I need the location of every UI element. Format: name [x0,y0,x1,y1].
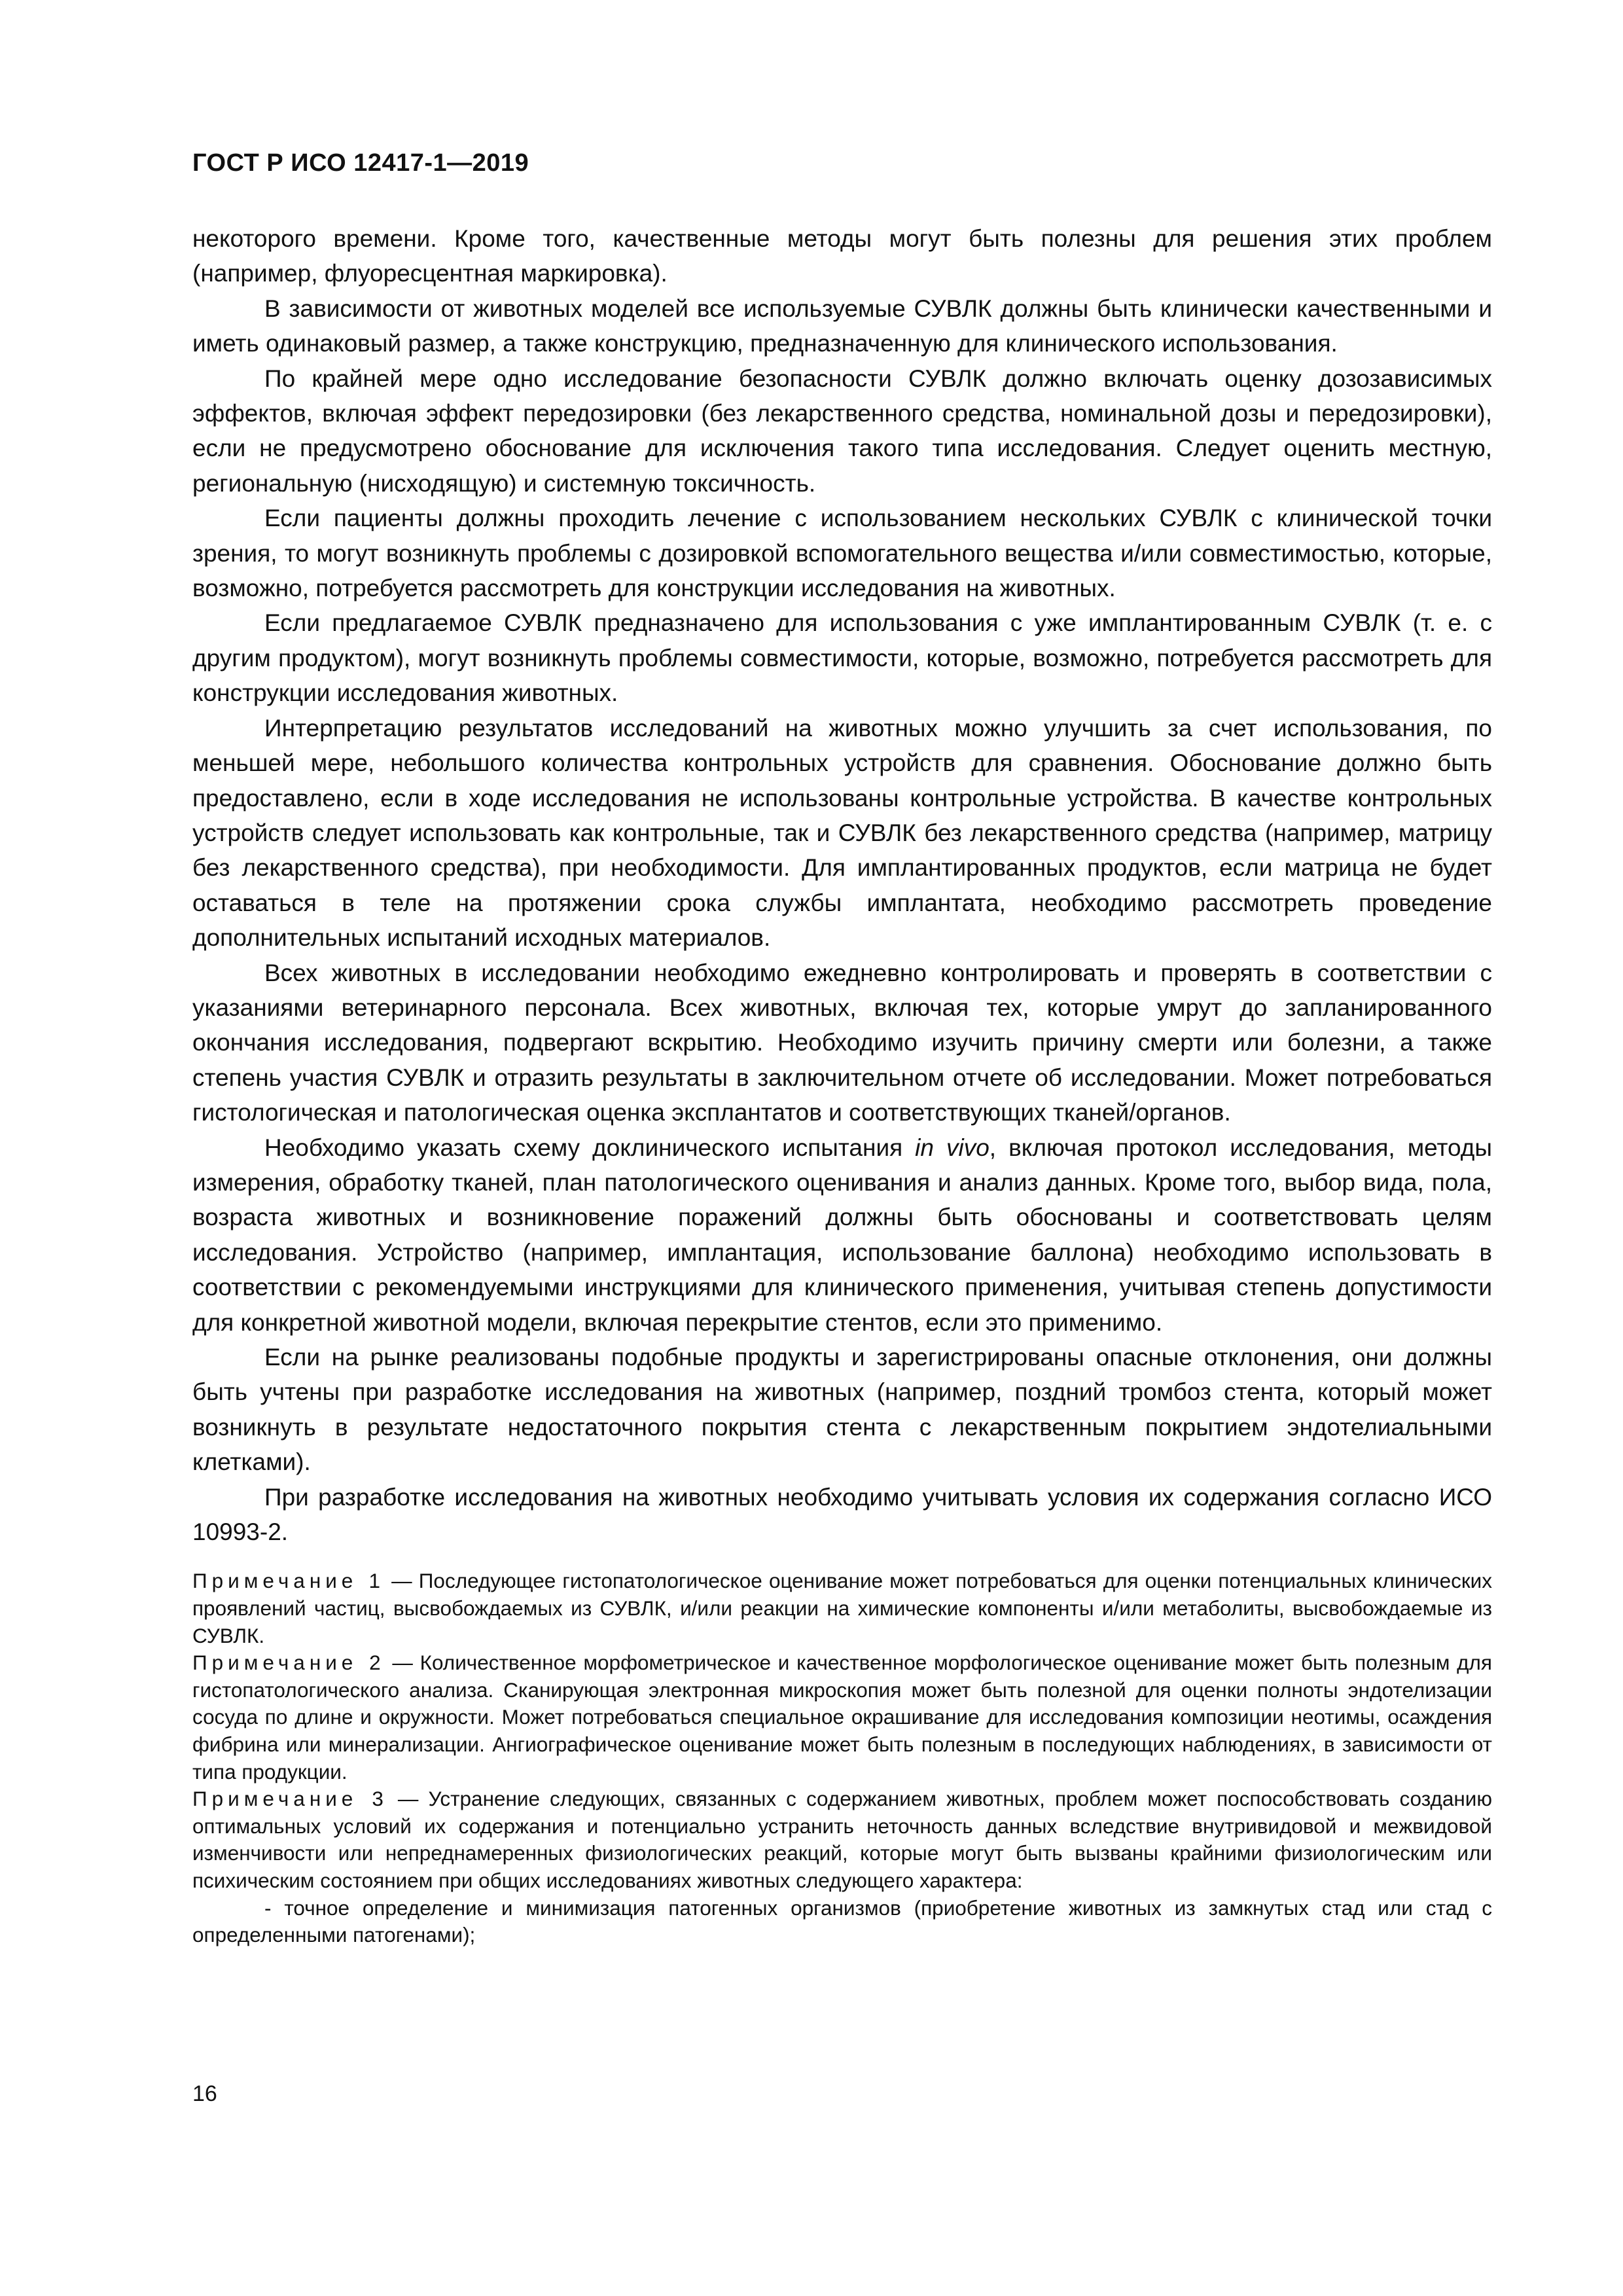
paragraph: Если на рынке реализованы подобные продукты и зарегистрированы опасные отклонения, они должны быть учтены при разработке исследования на животных (например, поздний тромбоз стента, который может возникнуть в результате недостаточного покрытия стента с лекарственным покрытием эндотелиальными клетками). [192,1344,1492,1476]
note-text: — Устранение следующих, связанных с содержанием животных, проблем может поспособствовать созданию оптимальных условий их содержания и потенциально устранить неточность данных вследствие внутривидовой и межвидовой изменчивости или непреднамеренных физиологических реакций, которые могут быть вызваны крайними физиологическим или психическим состоянием при общих исследованиях животных следующего характера: [192,1787,1492,1892]
note-list-item: - точное определение и минимизация патогенных организмов (приобретение животных из замкнутых стад или стад с определенными патогенами); [192,1895,1492,1947]
note-text: — Количественное морфометрическое и качественное морфологическое оценивание может быть полезным для гистопатологического анализа. Сканирующая электронная микроскопия может быть полезной для оценки полноты эндотелизации сосуда по длине и окружности. Может потребоваться специальное окрашивание для исследования композиции неотимы, осаждения фибрина или минерализации. Ангиографическое оценивание может быть полезным в последующих наблюдениях, в зависимости от типа продукции. [192,1651,1492,1784]
paragraph: При разработке исследования на животных необходимо учитывать условия их содержания согласно ИСО 10993-2. [192,1483,1492,1546]
note-label: Примечание 2 [192,1651,385,1675]
paragraph-text: , включая протокол исследования, методы измерения, обработку тканей, план патологического оценивания и анализ данных. Кроме того, выбор вида, пола, возраста животных и возникновение поражений должны быть обоснованы и соответствовать целям исследования. Устройство (например, имплантация, использование баллона) необходимо использовать в соответствии с рекомендуемыми инструкциями для клинического применения, учитывая степень допустимости для конкретной животной модели, включая перекрытие стентов, если это применимо. [192,1134,1492,1336]
paragraph: Всех животных в исследовании необходимо ежедневно контролировать и проверять в соответствии с указаниями ветеринарного персонала. Всех животных, включая тех, которые умрут до запланированного окончания исследования, подвергают вскрытию. Необходимо изучить причину смерти или болезни, а также степень участия СУВЛК и отразить результаты в заключительном отчете об исследовании. Может потребоваться гистологическая и патологическая оценка эксплантатов и соответствующих тканей/органов. [192,959,1492,1126]
paragraph-in-vivo [192,1130,1492,1340]
paragraph-text: Необходимо указать схему доклинического испытания [264,1134,916,1161]
document-header: ГОСТ Р ИСО 12417-1—2019 [192,149,529,177]
in-vivo-term: in vivo [915,1134,990,1161]
paragraph: некоторого времени. Кроме того, качественные методы могут быть полезны для решения этих проблем (например, флуоресцентная маркировка). [192,225,1492,287]
note-2 [192,1649,1492,1785]
paragraph: Интерпретацию результатов исследований на животных можно улучшить за счет использования, по меньшей мере, небольшого количества контрольных устройств для сравнения. Обоснование должно быть предоставлено, если в ходе исследования не использованы контрольные устройства. В качестве контрольных устройств следует использовать как контрольные, так и СУВЛК без лекарственного средства (например, матрицу без лекарственного средства), при необходимости. Для имплантированных продуктов, если матрица не будет оставаться в теле на протяжении срока службы имплантата, необходимо рассмотреть проведение дополнительных испытаний исходных материалов. [192,714,1492,952]
document-body [192,221,1492,1949]
paragraph: По крайней мере одно исследование безопасности СУВЛК должно включать оценку дозозависимых эффектов, включая эффект передозировки (без лекарственного средства, номинальной дозы и передозировки), если не предусмотрено обоснование для исключения такого типа исследования. Следует оценить местную, региональную (нисходящую) и системную токсичность. [192,365,1492,497]
paragraph: Если предлагаемое СУВЛК предназначено для использования с уже имплантированным СУВЛК (т. е. с другим продуктом), могут возникнуть проблемы совместимости, которые, возможно, потребуется рассмотреть для конструкции исследования животных. [192,609,1492,707]
notes-section [192,1568,1492,1948]
note-label: Примечание 1 [192,1569,385,1593]
paragraph: Если пациенты должны проходить лечение с использованием нескольких СУВЛК с клинической точки зрения, то могут возникнуть проблемы с дозировкой вспомогательного вещества и/или совместимостью, которые, возможно, потребуется рассмотреть для конструкции исследования на животных. [192,505,1492,602]
note-text: — Последующее гистопатологическое оценивание может потребоваться для оценки потенциальных клинических проявлений частиц, высвобождаемых из СУВЛК, и/или реакции на химические компоненты и/или метаболиты, высвобождаемые из СУВЛК. [192,1569,1492,1647]
note-label: Примечание 3 [192,1787,388,1811]
paragraph: В зависимости от животных моделей все используемые СУВЛК должны быть клинически качественными и иметь одинаковый размер, а также конструкцию, предназначенную для клинического использования. [192,295,1492,357]
note-1 [192,1568,1492,1649]
note-3 [192,1785,1492,1894]
page-number: 16 [192,2081,217,2106]
